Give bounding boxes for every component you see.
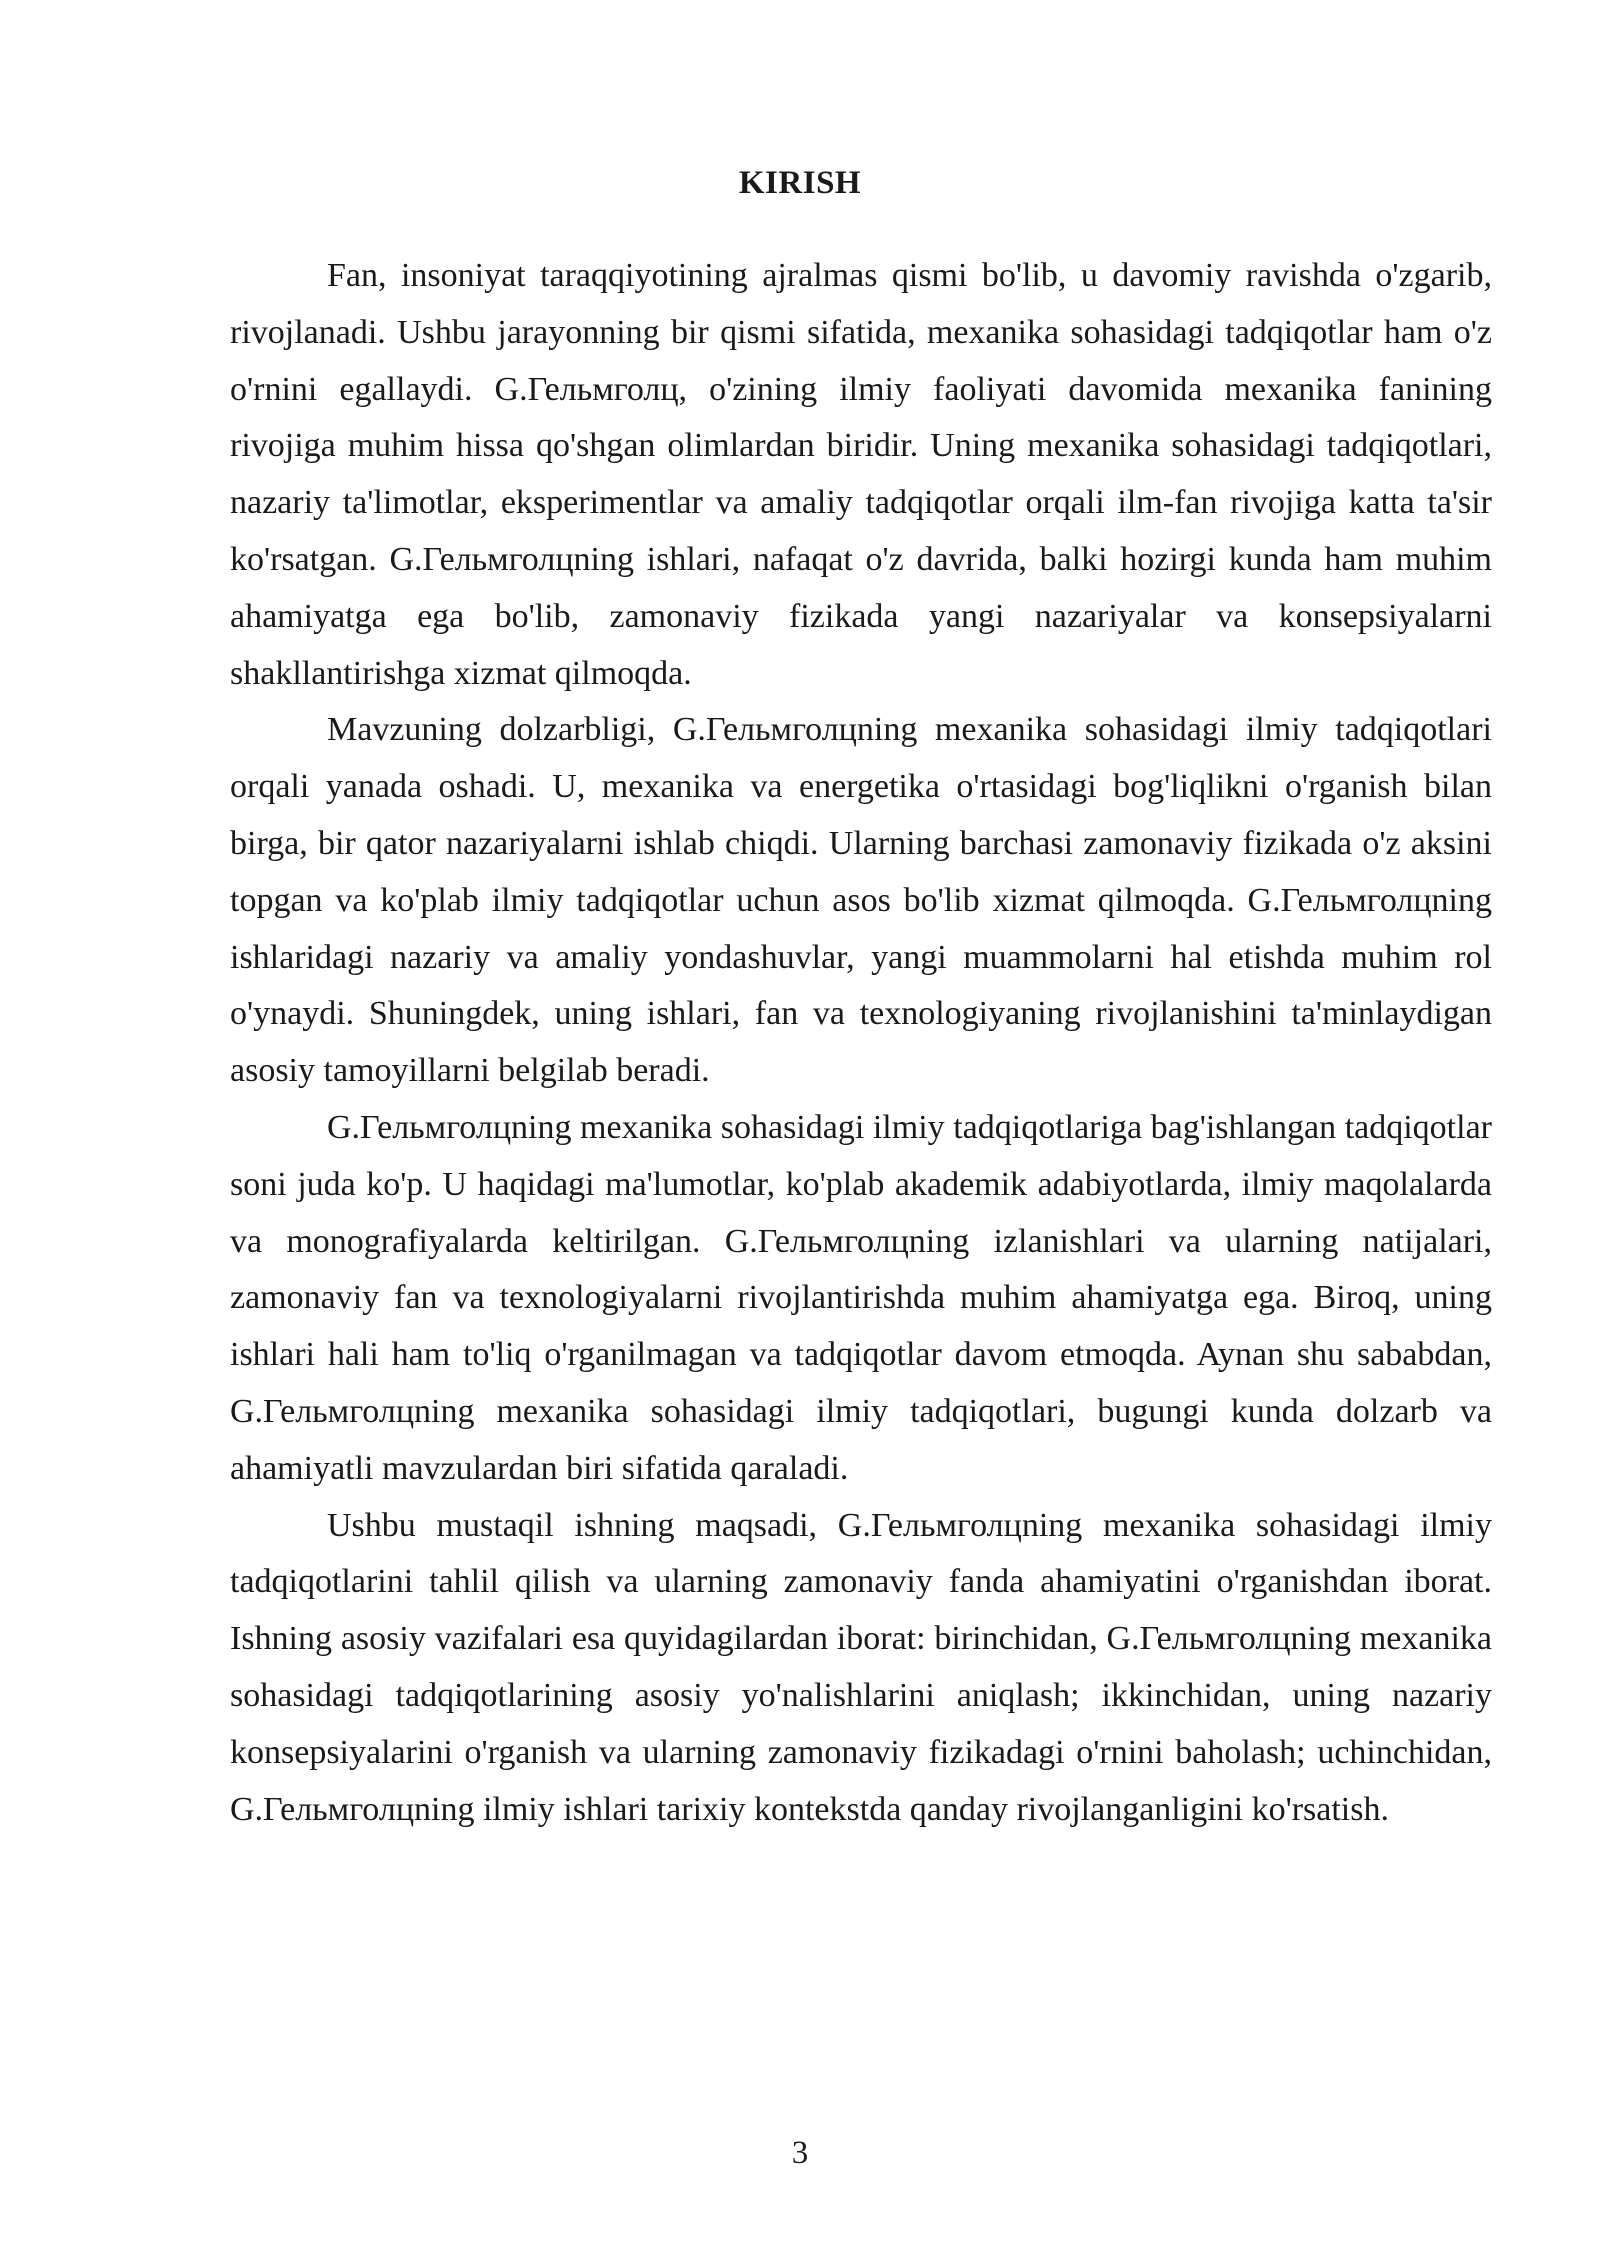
paragraph-research-scope: G.Гельмголцning mexanika sohasidagi ilmiy tadqiqotlariga bag'ishlangan tadqiqotlar soni juda ko'p. U haqidagi ma'lumotlar, ko'plab akademik adabiyotlarda, ilmiy maqolalarda va monografiyalarda keltirilgan. G.Гельмголцning izlanishlari va ularning natijalari, zamonaviy fan va texnologiyalarni rivojlantirishda muhim ahamiyatga ega. Biroq, uning ishlari hali ham to'liq o'rganilmagan va tadqiqotlar davom etmoqda. Aynan shu sababdan, G.Гельмголцning mexanika sohasidagi ilmiy tadqiqotlari, bugungi kunda dolzarb va ahamiyatli mavzulardan biri sifatida qaraladi. (230, 1108, 1492, 1487)
body-text (230, 248, 1492, 1838)
page-number: 3 (791, 2135, 809, 2171)
paragraph-intro: Fan, insoniyat taraqqiyotining ajralmas qismi bo'lib, u davomiy ravishda o'zgarib, rivojlanadi. Ushbu jarayonning bir qismi sifatida, mexanika sohasidagi tadqiqotlar ham o'z o'rnini egallaydi. G.Гельмголц, o'zining ilmiy faoliyati davomida mexanika fanining rivojiga muhim hissa qo'shgan olimlardan biridir. Uning mexanika sohasidagi tadqiqotlari, nazariy ta'limotlar, eksperimentlar va amaliy tadqiqotlar orqali ilm-fan rivojiga katta ta'sir ko'rsatgan. G.Гельмголцning ishlari, nafaqat o'z davrida, balki hozirgi kunda ham muhim ahamiyatga ega bo'lib, zamonaviy fizikada yangi nazariyalar va konsepsiyalarni shakllantirishga xizmat qilmoqda. (230, 257, 1492, 692)
paragraph-relevance: Mavzuning dolzarbligi, G.Гельмголцning mexanika sohasidagi ilmiy tadqiqotlari orqali yanada oshadi. U, mexanika va energetika o'rtasidagi bog'liqlikni o'rganish bilan birga, bir qator nazariyalarni ishlab chiqdi. Ularning barchasi zamonaviy fizikada o'z aksini topgan va ko'plab ilmiy tadqiqotlar uchun asos bo'lib xizmat qilmoqda. G.Гельмголцning ishlaridagi nazariy va amaliy yondashuvlar, yangi muammolarni hal etishda muhim rol o'ynaydi. Shuningdek, uning ishlari, fan va texnologiyaning rivojlanishini ta'minlaydigan asosiy tamoyillarni belgilab beradi. (230, 711, 1492, 1090)
page-title: KIRISH (738, 165, 862, 201)
paragraph-goals: Ushbu mustaqil ishning maqsadi, G.Гельмголцning mexanika sohasidagi ilmiy tadqiqotlarini tahlil qilish va ularning zamonaviy fanda ahamiyatini o'rganishdan iborat. Ishning asosiy vazifalari esa quyidagilardan iborat: birinchidan, G.Гельмголцning mexanika sohasidagi tadqiqotlarining asosiy yo'nalishlarini aniqlash; ikkinchidan, uning nazariy konsepsiyalarini o'rganish va ularning zamonaviy fizikadagi o'rnini baholash; uchinchidan, G.Гельмголцning ilmiy ishlari tarixiy kontekstda qanday rivojlanganligini ko'rsatish. (230, 1506, 1492, 1828)
